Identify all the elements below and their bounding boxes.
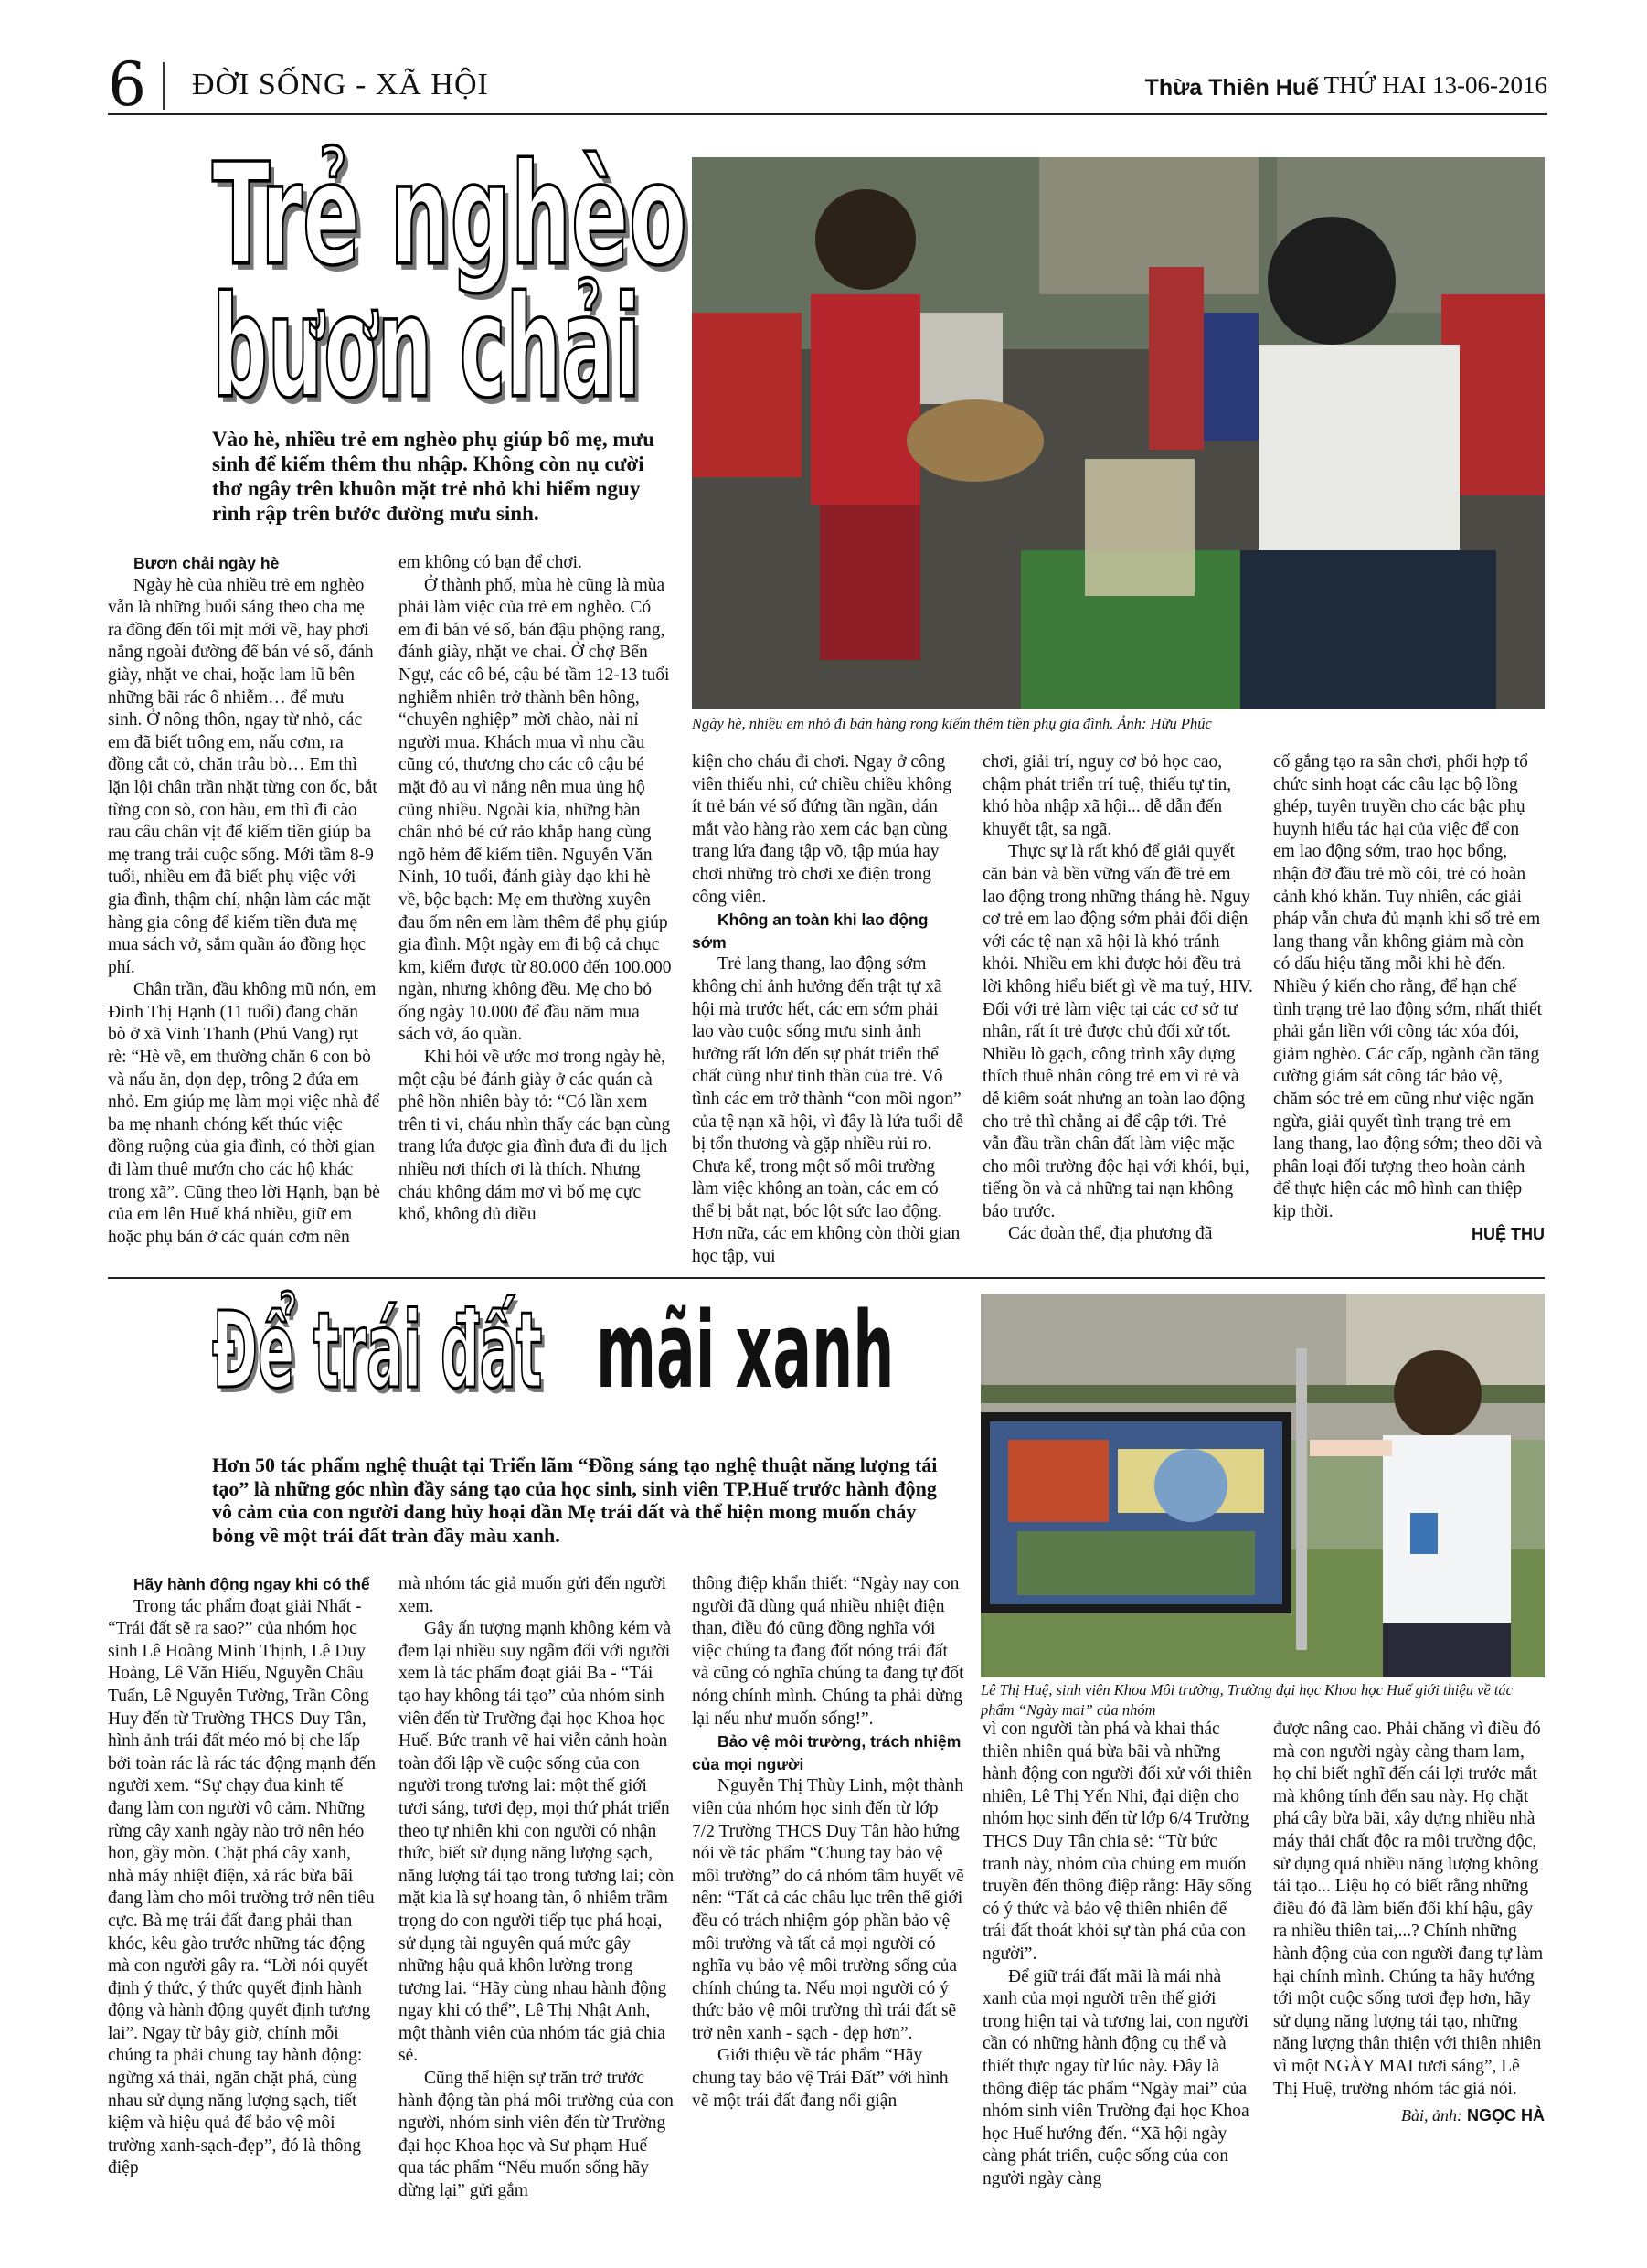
- article1-title-line2: bươn chải: [212, 267, 642, 430]
- article2-paragraph: Trong tác phẩm đoạt giải Nhất - “Trái đất sẽ ra sao?” của nhóm học sinh Lê Hoàng Minh Thịnh, Lê Duy Hoàng, Lê Văn Hiếu, Nguyễn Châu Tuấn, Lê Nguyễn Tường, Trần Công Huy đến từ Trường THCS Duy Tân, hình ảnh trái đất méo mó bị che lấp bởi toàn rác là rác tác động mạnh đến người xem. “Sự chạy đua kinh tế đang làm con người vô cảm. Những rừng cây xanh ngày nào trở nên héo hon, gầy mòn. Chặt phá cây xanh, nhà máy nhiệt điện, xả rác bừa bãi đang làm cho môi trường trở nên tiêu cực. Bà mẹ trái đất đang phải than khóc, kêu gào trước những tác động mà con người gây ra. “Lời nói quyết định ý thức, ý thức quyết định hành động và hành động quyết định tương lai”. Ngay từ bây giờ, chính mỗi chúng ta phải chung tay hành động: ngừng xả thải, ngăn chặt phá, cùng nhau sử dụng năng lượng sạch, tiết kiệm và hiệu quả để bảo vệ môi trường xanh-sạch-đẹp”, đó là thông điệp: [108, 1596, 376, 2178]
- article2-byline-prefix: Bài, ảnh:: [1400, 2106, 1462, 2125]
- article1-lede: Vào hè, nhiều trẻ em nghèo phụ giúp bố mẹ, mưu sinh để kiếm thêm thu nhập. Không còn nụ cười thơ ngây trên khuôn mặt trẻ nhỏ khi hiểm nguy rình rập trên bước đường mưu sinh.: [212, 428, 655, 525]
- newspaper-name: Thừa Thiên Huế: [1144, 75, 1319, 101]
- article1-column-4: [983, 751, 1255, 1246]
- article2-subhead-1: Hãy hành động ngay khi có thể: [133, 1575, 370, 1593]
- article2-photo-caption: Lê Thị Huệ, sinh viên Khoa Môi trường, Trường đại học Khoa học Huế giới thiệu về tác phẩm “Ngày mai” của nhóm: [981, 1681, 1513, 1719]
- article1-byline: HUỆ THU: [1472, 1225, 1545, 1244]
- article2-byline-name: NGỌC HÀ: [1467, 2106, 1545, 2125]
- article1-paragraph: kiện cho cháu đi chơi. Ngay ở công viên thiếu nhi, cứ chiều chiều không ít trẻ bán vé số đứng tần ngần, dán mắt vào hàng rào xem các bạn cùng trang lứa đang tập võ, tập múa hay chơi những trò chơi xe điện trong công viên.: [692, 752, 952, 907]
- article2-title-outline: Để trái đất: [212, 1289, 543, 1412]
- article1-column-2: [398, 552, 675, 1227]
- article2-column-1: [108, 1573, 380, 2180]
- article1-photo: [692, 157, 1545, 709]
- page-header: [108, 49, 1547, 120]
- article1-paragraph: Thực sự là rất khó để giải quyết căn bản và bền vững vấn đề trẻ em lao động trong những tháng hè. Nguy cơ trẻ em lao động sớm phải đối diện với các tệ nạn xã hội là khó tránh khỏi. Nhiều em khi được hỏi đều trả lời không hiểu biết gì về ma tuý, HIV. Đối với trẻ làm việc tại các cơ sở tư nhân, rất ít trẻ được chủ đối xử tốt. Nhiều lò gạch, công trình xây dựng thích thuê nhân công trẻ em vì rẻ và dễ kiểm soát nhưng an toàn lao động cho trẻ thì chẳng ai để cập tới. Trẻ vẫn đầu trần chân đất làm việc mặc cho môi trường độc hại với khói, bụi, tiếng ồn và cả những tai nạn không báo trước.: [983, 842, 1253, 1221]
- article1-paragraph: cố gắng tạo ra sân chơi, phối hợp tổ chức sinh hoạt các câu lạc bộ lồng ghép, tuyên truyền cho các bậc phụ huynh hiểu tác hại của việc để con em lao động sớm, trao học bổng, nhận đỡ đầu trẻ mồ côi, trẻ có hoàn cảnh khó khăn. Tuy nhiên, các giải pháp vẫn chưa đủ mạnh khi số trẻ em lang thang vẫn không giảm mà còn có dấu hiệu tăng mỗi khi hè đến. Nhiều ý kiến cho rằng, để hạn chế tình trạng trẻ lao động sớm, nhất thiết phải gắn liền với công tác xóa đói, giảm nghèo. Các cấp, ngành cần tăng cường giám sát công tác bảo vệ, chăm sóc trẻ em cũng như việc ngăn ngừa, giải quyết tình trạng trẻ em lang thang, lao động sớm; theo dõi và phân loại đối tượng theo hoàn cảnh để thực hiện các mô hình can thiệp kịp thời.: [1273, 752, 1543, 1221]
- article1-paragraph: Chân trần, đầu không mũ nón, em Đinh Thị Hạnh (11 tuổi) đang chăn bò ở xã Vinh Thanh (Phú Vang) rụt rè: “Hè về, em thường chăn 6 con bò và nấu ăn, dọn dẹp, trông 2 đứa em nhỏ. Em giúp mẹ làm mọi việc nhà để ba mẹ nhanh chóng kết thúc việc đồng ruộng của gia đình, có thời gian đi làm thuê mướn cho các hộ khác trong xã”. Cũng theo lời Hạnh, bạn bè của em lên Huế khá nhiều, giữ em hoặc phụ bán ở các quán cơm nên: [108, 980, 380, 1247]
- street-vendor-photo-illustration: [692, 157, 1545, 709]
- article1-column-3: [692, 751, 964, 1269]
- article2-paragraph: vì con người tàn phá và khai thác thiên nhiên quá bừa bãi và những hành động con người đối xử với thiên nhiên, Lê Thị Yến Nhi, đại diện cho nhóm học sinh đến từ lớp 6/4 Trường THCS Duy Tân chia sẻ: “Từ bức tranh này, nhóm của chúng em muốn truyền đến thông điệp rằng: Hãy sống có ý thức và bảo vệ thiên nhiên để trái đất thoát khỏi sự tàn phá của con người”.: [983, 1720, 1252, 1964]
- article1-paragraph: Trẻ lang thang, lao động sớm không chỉ ảnh hưởng đến trật tự xã hội mà trước hết, các em sớm phải lao vào cuộc sống mưu sinh ảnh hưởng rất lớn đến sự phát triển thể chất cũng như tinh thần của trẻ. Vô tình các em trở thành “con mồi ngon” của tệ nạn xã hội, vì đây là lứa tuổi dễ bị tổn thương và gặp nhiều rủi ro. Chưa kể, trong một số môi trường làm việc không an toàn, các em có thể bị bắt nạt, bóc lột sức lao động. Hơn nữa, các em không còn thời gian học tập, vui: [692, 954, 964, 1267]
- article2-paragraph: thông điệp khẩn thiết: “Ngày nay con người đã dùng quá nhiều nhiệt điện than, điều đó cũng đồng nghĩa với việc chúng ta đang đốt nóng trái đất và cũng có nghĩa chúng ta đang tự đốt nóng chính mình. Chúng ta phải dừng lại nếu như muốn sống!”.: [692, 1574, 964, 1729]
- article2-lede: Hơn 50 tác phẩm nghệ thuật tại Triển lãm “Đồng sáng tạo nghệ thuật năng lượng tái tạo” là những góc nhìn đầy sáng tạo của học sinh, sinh viên TP.Huế trước hành động vô cảm của con người đang hủy hoại dần Mẹ trái đất và thể hiện mong muốn cháy bỏng về một trái đất tràn đầy màu xanh.: [212, 1453, 938, 1548]
- article2-photo: [981, 1294, 1545, 1677]
- article2-paragraph: Giới thiệu về tác phẩm “Hãy chung tay bảo vệ Trái Đất” với hình vẽ một trái đất đang nổi giận: [692, 2046, 949, 2111]
- article2-paragraph: được nâng cao. Phải chăng vì điều đó mà con người ngày càng tham lam, họ chỉ biết nghĩ đến cái lợi trước mắt mà không tính đến sau này. Họ chặt phá cây bừa bãi, xây dựng nhiều nhà máy thải chất độc ra môi trường độc, sử dụng quá nhiều năng lượng không tái tạo... Liệu họ có biết rằng những điều đó đã làm biến đổi khí hậu, gây ra nhiều thiên tai,...? Chính những hành động của con người đang tự làm hại chính mình. Chúng ta hãy hướng tới một cuộc sống tươi đẹp hơn, hãy sử dụng năng lượng tái tạo, những năng lượng thân thiện với thiên nhiên vì một NGÀY MAI tươi sáng”, Lê Thị Huệ, trường nhóm tác giả nói.: [1273, 1720, 1544, 2099]
- article2-paragraph: mà nhóm tác giả muốn gửi đến người xem.: [398, 1574, 667, 1616]
- article2-title-solid: mãi xanh: [596, 1289, 895, 1412]
- article1-subhead-1: Bươn chải ngày hè: [133, 554, 280, 572]
- article2-column-2: [398, 1573, 675, 2203]
- article1-subhead-2: Không an toàn khi lao động sớm: [692, 910, 929, 952]
- article1-paragraph: Ngày hè của nhiều trẻ em nghèo vẫn là những buổi sáng theo cha mẹ ra đồng đến tối mịt mới về, hay phơi nắng ngoài đường để bán vé số, đánh giày, nhặt ve chai, hoặc lam lũ bên những bãi rác ô nhiễm… để mưu sinh. Ở nông thôn, ngay từ nhỏ, các em đã biết trông em, nấu cơm, ra đồng cắt cỏ, chăn trâu bò… Em thì lặn lội chân trần nhặt từng con ốc, bắt từng con sò, con hàu, em thì đi cào rau câu chân vịt để kiếm tiền giúp ba mẹ trang trải cuộc sống. Mới tầm 8-9 tuổi, nhiều em đã biết phụ việc với gia đình, thậm chí, nhận làm các mặt hàng gia công để kiếm tiền đưa mẹ mua sách vở, sắm quần áo đồng học phí.: [108, 575, 377, 977]
- article2-subhead-2: Bảo vệ môi trường, trách nhiệm của mọi người: [692, 1732, 962, 1773]
- issue-date: THỨ HAI 13-06-2016: [1323, 71, 1547, 99]
- header-divider: [163, 62, 165, 110]
- article1-column-1: [108, 552, 380, 1249]
- article2-paragraph: Để giữ trái đất mãi là mái nhà xanh của mọi người trên thế giới trong hiện tại và tương lai, con người cần có những hành động cụ thể và thiết thực ngay từ lúc này. Đây là thông điệp tác phẩm “Ngày mai” của nhóm sinh viên Trường đại học Khoa học Huế hướng đến. “Xã hội ngày càng phát triển, cuộc sống của con người ngày càng: [983, 1966, 1249, 2188]
- article1-paragraph: chơi, giải trí, nguy cơ bỏ học cao, chậm phát triển trí tuệ, thiếu tự tin, khó hòa nhập xã hội... dễ dẫn đến khuyết tật, sa ngã.: [983, 752, 1232, 839]
- article2-paragraph: Nguyễn Thị Thùy Linh, một thành viên của nhóm học sinh đến từ lớp 7/2 Trường THCS Duy Tân hào hứng nói về tác phẩm “Chung tay bảo vệ môi trường” do cả nhóm tâm huyết vẽ nên: “Tất cả các châu lục trên thế giới đều có trách nhiệm góp phần bảo vệ môi trường và tất cả mọi người có nghĩa vụ bảo vệ môi trường sống của chính chúng ta. Nếu mọi người có ý thức bảo vệ môi trường thì trái đất sẽ trở nên xanh - sạch - đẹp hơn”.: [692, 1776, 964, 2043]
- article1-title-line1: Trẻ nghèo: [212, 134, 687, 297]
- article1-photo-caption: Ngày hè, nhiều em nhỏ đi bán hàng rong kiếm thêm tiền phụ gia đình. Ảnh: Hữu Phúc: [692, 715, 1212, 732]
- article1-paragraph: Các đoàn thể, địa phương đã: [1008, 1224, 1213, 1244]
- page-number: 6: [108, 49, 146, 120]
- article2-paragraph: Cũng thể hiện sự trăn trở trước hành động tàn phá môi trường của con người, nhóm sinh viên đến từ Trường đại học Khoa học và Sư phạm Huế qua tác phẩm “Nếu muốn sống hãy dừng lại” gửi gắm: [398, 2069, 674, 2201]
- article1-paragraph: Khi hỏi về ước mơ trong ngày hè, một cậu bé đánh giày ở các quán cà phê hồn nhiên bày tỏ: “Có lần xem trên ti vi, cháu nhìn thấy các bạn cùng trang lứa được gia đình đưa đi du lịch nhiều nơi thích ơi là thích. Nhưng cháu không dám mơ vì bố mẹ cực khổ, không đủ điều: [398, 1048, 671, 1225]
- article2-column-3: [692, 1573, 964, 2113]
- article1-column-5: [1273, 751, 1545, 1246]
- article2-paragraph: Gây ấn tượng mạnh không kém và đem lại nhiều suy ngẫm đối với người xem là tác phẩm đoạt giải Ba - “Tái tạo hay không tái tạo” của nhóm sinh viên đến từ Trường đại học Khoa học Huế. Bức tranh vẽ hai viễn cảnh hoàn toàn đối lập về cuộc sống của con người trong tương lai: một thế giới tươi sáng, tươi đẹp, mọi thứ phát triển theo tự nhiên khi con người có nhận thức, biết sử dụng năng lượng sạch, năng lượng tái tạo trong tương lai; còn mặt kia là sự hoang tàn, ô nhiễm trầm trọng do con người tiếp tục phá hoại, sử dụng tài nguyên quá mức gây những hậu quả khôn lường trong tương lai. “Hãy cùng nhau hành động ngay khi có thể”, Lê Thị Nhật Anh, một thành viên của nhóm tác giả chia sẻ.: [398, 1619, 675, 2066]
- section-title: ĐỜI SỐNG - XÃ HỘI: [192, 68, 489, 101]
- article2-byline: [1273, 2104, 1545, 2127]
- exhibition-photo-illustration: [981, 1294, 1545, 1677]
- article-divider: [108, 1277, 1545, 1279]
- article1-paragraph: em không có bạn để chơi.: [398, 553, 582, 572]
- article2-column-4: [983, 1719, 1255, 2190]
- article2-column-5: [1273, 1719, 1545, 2127]
- article1-paragraph: Ở thành phố, mùa hè cũng là mùa phải làm việc của trẻ em nghèo. Có em đi bán vé số, bán đậu phộng rang, đánh giày, nhặt ve chai. Ở chợ Bến Ngự, các cô bé, cậu bé tầm 12-13 tuổi nghiễm nhiên trở thành bên hông, “chuyên nghiệp” mời chào, nài nỉ người mua. Khách mua vì nhu cầu cũng có, thương cho các cô cậu bé mặt đỏ au vì nắng nên mua ủng hộ cũng nhiều. Ngoài kia, những bàn chân nhỏ bé cứ rảo khắp hang cùng ngõ hẻm để kiếm tiền. Nguyễn Văn Ninh, 10 tuổi, đánh giày dạo khi hè về, bộc bạch: Mẹ em thường xuyên đau ốm nên em làm thêm để phụ giúp gia đình. Một ngày em đi bộ cả chục km, kiếm được từ 80.000 đến 100.000 ngàn, nhưng không đều. Mẹ cho bỏ ống ngày 10.000 để đầu năm mua sách vở, áo quần.: [398, 575, 672, 1045]
